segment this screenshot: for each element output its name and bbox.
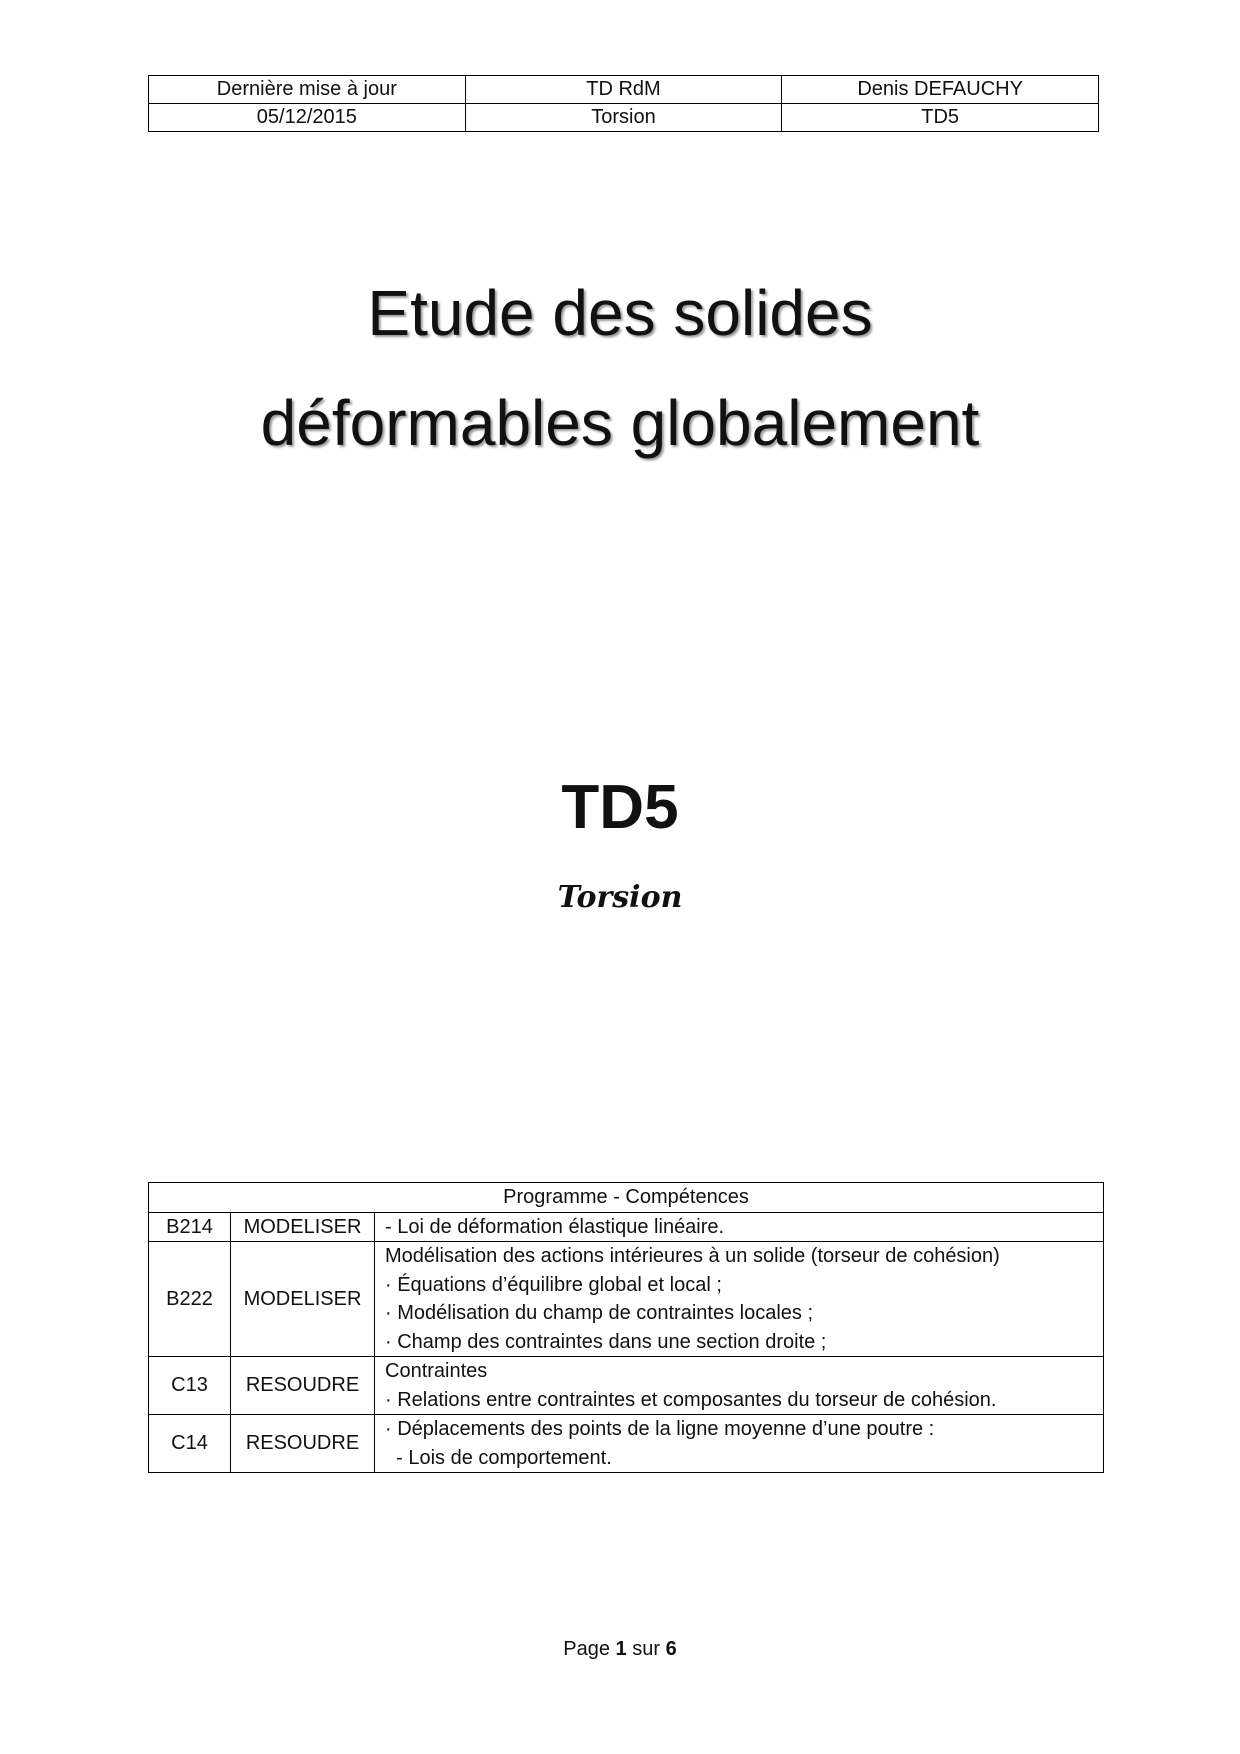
td-subtitle: Torsion (557, 880, 683, 915)
competence-line: - Lois de comportement. (385, 1446, 612, 1469)
header-cell-update-label: Dernière mise à jour (149, 76, 466, 104)
competence-line: Modélisation des actions intérieures à un solide (torseur de cohésion) (385, 1245, 1000, 1267)
competence-line: · Déplacements des points de la ligne moyenne d’une poutre : (385, 1418, 935, 1440)
table-row (149, 1357, 1104, 1415)
competence-description (375, 1357, 1104, 1415)
competence-description (375, 1415, 1104, 1473)
page-total: 6 (665, 1638, 677, 1660)
page-separator: sur (632, 1638, 661, 1660)
competences-heading-row (149, 1183, 1104, 1213)
page-number (0, 1636, 1240, 1662)
header-cell-author: Denis DEFAUCHY (782, 76, 1099, 104)
table-row (149, 1212, 1104, 1242)
competence-verb: MODELISER (231, 1212, 375, 1242)
td-code-heading: TD5 (561, 773, 679, 842)
competence-description (375, 1212, 1104, 1242)
title-line-1: Etude des solides (367, 277, 873, 349)
page-current: 1 (615, 1638, 627, 1660)
competence-verb: RESOUDRE (231, 1415, 375, 1473)
competence-description (375, 1242, 1104, 1357)
competence-code: C13 (149, 1357, 231, 1415)
header-cell-course: TD RdM (465, 76, 782, 104)
header-row (149, 76, 1099, 104)
competence-line: · Champ des contraintes dans une section droite ; (385, 1330, 827, 1353)
header-cell-date: 05/12/2015 (149, 104, 466, 132)
table-row (149, 1242, 1104, 1357)
competence-line: · Modélisation du champ de contraintes locales ; (385, 1302, 814, 1324)
page-label: Page (563, 1638, 610, 1660)
table-row (149, 1415, 1104, 1473)
competence-line: Contraintes (385, 1360, 488, 1382)
header-table (148, 75, 1099, 132)
competence-verb: RESOUDRE (231, 1357, 375, 1415)
competences-table (148, 1182, 1104, 1473)
document-title (0, 258, 1240, 478)
competence-line: - Loi de déformation élastique linéaire. (385, 1215, 725, 1238)
competence-verb: MODELISER (231, 1242, 375, 1357)
competence-code: B222 (149, 1242, 231, 1357)
competences-heading: Programme - Compétences (149, 1183, 1104, 1213)
competence-line: · Relations entre contraintes et composantes du torseur de cohésion. (385, 1388, 997, 1411)
competence-code: B214 (149, 1212, 231, 1242)
header-cell-topic: Torsion (465, 104, 782, 132)
header-cell-td: TD5 (782, 104, 1099, 132)
competence-code: C14 (149, 1415, 231, 1473)
competence-line: · Équations d’équilibre global et local ; (385, 1273, 722, 1296)
title-line-2: déformables globalement (260, 387, 980, 459)
header-row (149, 104, 1099, 132)
